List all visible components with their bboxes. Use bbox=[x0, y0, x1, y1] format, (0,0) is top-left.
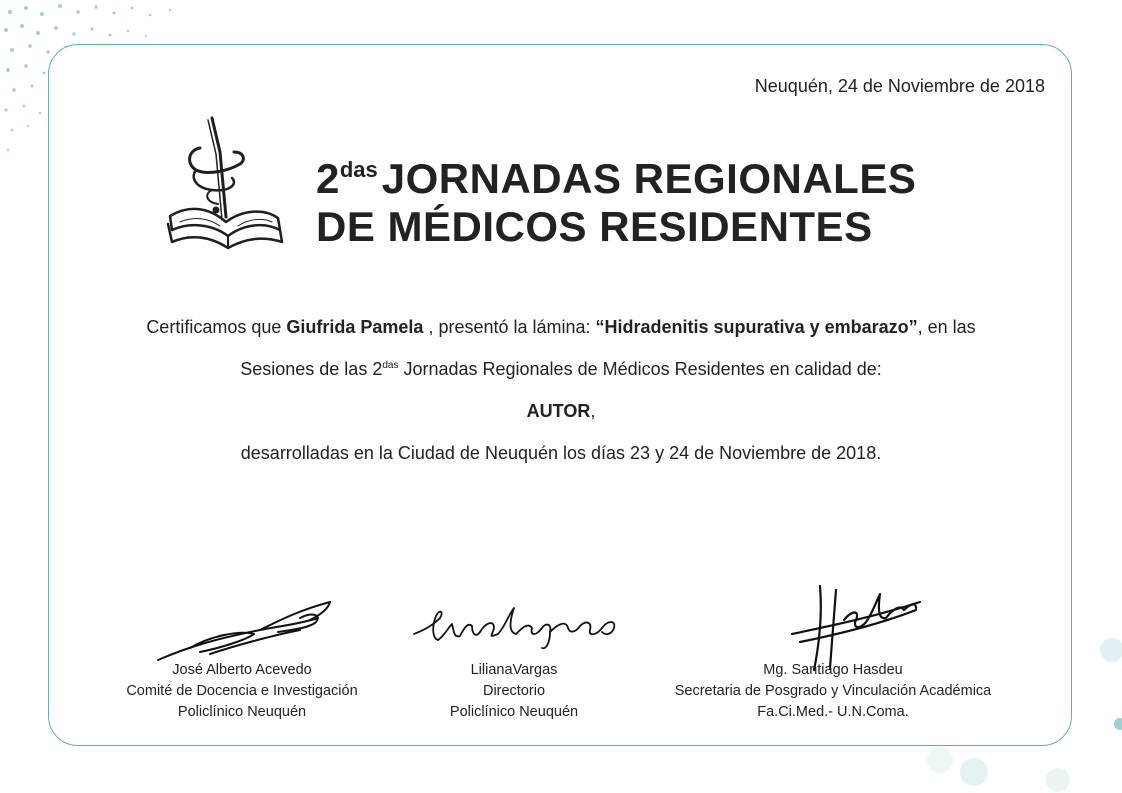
signature-3 bbox=[740, 580, 930, 676]
signatory-institution: Fa.Ci.Med.- U.N.Coma. bbox=[757, 704, 909, 720]
signatory-name: Mg. Santiago Hasdeu bbox=[763, 662, 903, 678]
body-text: , presentó la lámina: bbox=[423, 317, 596, 337]
signatory-position: Secretaria de Posgrado y Vinculación Académica bbox=[674, 683, 992, 699]
signatory-position: Directorio bbox=[482, 683, 546, 699]
ordinal-suffix: das bbox=[382, 360, 399, 371]
signatory-2 bbox=[404, 660, 624, 723]
body-text: Certificamos que bbox=[146, 317, 287, 337]
stethoscope-book-logo-icon bbox=[160, 112, 290, 262]
signatory-position: Comité de Docencia e Investigación bbox=[126, 683, 358, 699]
body-line-4: desarrolladas en la Ciudad de Neuquén los días 23 y 24 de Noviembre de 2018. bbox=[240, 443, 882, 463]
signatory-institution: Policlínico Neuquén bbox=[177, 704, 307, 720]
signature-1 bbox=[150, 596, 350, 668]
date-line: Neuquén, 24 de Noviembre de 2018 bbox=[754, 76, 1045, 96]
title-line-1-text: JORNADAS REGIONALES bbox=[381, 155, 917, 202]
work-title: “Hidradenitis supurativa y embarazo” bbox=[595, 317, 918, 337]
body-text: Jornadas Regionales de Médicos Residentes en calidad de: bbox=[398, 359, 882, 379]
title-line-1 bbox=[316, 146, 916, 203]
certificate-title bbox=[316, 146, 916, 251]
body-text: , en las bbox=[917, 317, 976, 337]
role: AUTOR bbox=[526, 401, 591, 421]
title-line-2: DE MÉDICOS RESIDENTES bbox=[316, 203, 873, 250]
title-ordinal-suffix: das bbox=[339, 157, 378, 182]
body-text: Sesiones de las 2 bbox=[240, 359, 383, 379]
body-text: , bbox=[590, 401, 596, 421]
title-ordinal-number: 2 bbox=[316, 155, 340, 202]
recipient-name: Giufrida Pamela bbox=[286, 317, 424, 337]
signatory-name: LilianaVargas bbox=[470, 662, 558, 678]
signatory-name: José Alberto Acevedo bbox=[172, 662, 312, 678]
signatory-institution: Policlínico Neuquén bbox=[449, 704, 579, 720]
signature-2 bbox=[410, 598, 625, 658]
body-line-3 bbox=[0, 401, 1122, 422]
body-line-2 bbox=[0, 359, 1122, 380]
body-line-1 bbox=[0, 317, 1122, 338]
signatory-1 bbox=[100, 660, 384, 723]
